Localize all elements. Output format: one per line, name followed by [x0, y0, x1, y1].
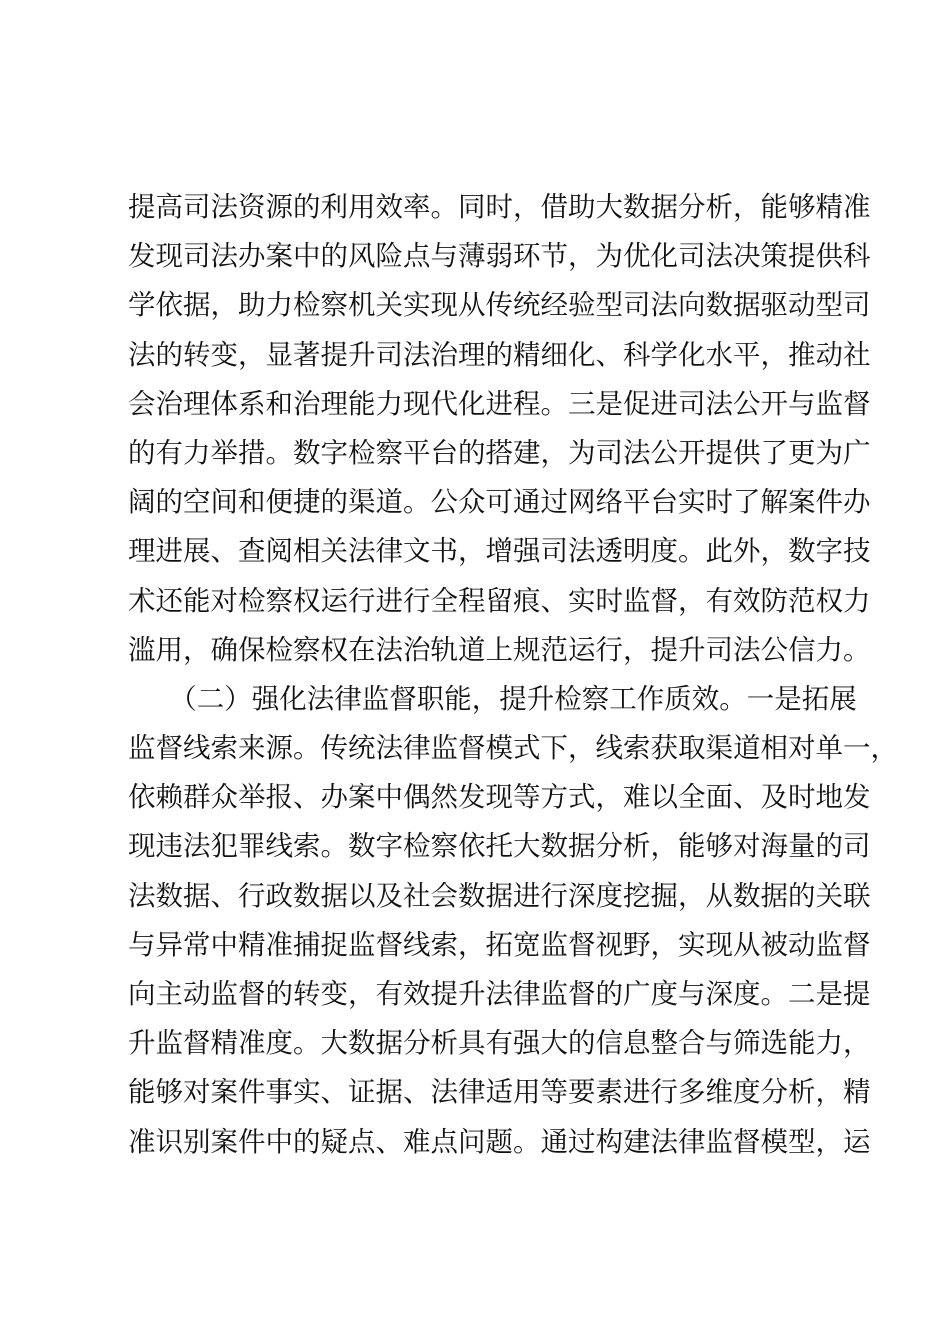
text-line: 向主动监督的转变，有效提升法律监督的广度与深度。二是提 — [128, 978, 871, 1010]
text-line: 理进展、查阅相关法律文书，增强司法透明度。此外，数字技 — [128, 535, 871, 568]
text-line: 与异常中精准捕捉监督线索，拓宽监督视野，实现从被动监督 — [128, 928, 871, 961]
text-line: 依赖群众举报、办案中偶然发现等方式，难以全面、及时地发 — [128, 781, 871, 814]
text-line: 升监督精准度。大数据分析具有强大的信息整合与筛选能力， — [128, 1027, 871, 1060]
text-line: 法的转变，显著提升司法治理的精细化、科学化水平，推动社 — [128, 338, 871, 371]
text-line: 阔的空间和便捷的渠道。公众可通过网络平台实时了解案件办 — [128, 486, 871, 519]
section-heading-line: （二）强化法律监督职能，提升检察工作质效。一是拓展 — [128, 682, 857, 715]
text-line: 提高司法资源的利用效率。同时，借助大数据分析，能够精准 — [128, 191, 871, 223]
text-line: 现违法犯罪线索。数字检察依托大数据分析，能够对海量的司 — [128, 830, 871, 863]
text-line: 会治理体系和治理能力现代化进程。三是促进司法公开与监督 — [128, 387, 871, 420]
text-line: 法数据、行政数据以及社会数据进行深度挖掘，从数据的关联 — [128, 879, 871, 912]
body-text — [128, 183, 898, 1167]
text-line: 准识别案件中的疑点、难点问题。通过构建法律监督模型，运 — [128, 1125, 871, 1158]
text-line: 的有力举措。数字检察平台的搭建，为司法公开提供了更为广 — [128, 436, 871, 469]
text-line: 能够对案件事实、证据、法律适用等要素进行多维度分析，精 — [128, 1076, 871, 1109]
text-line: 学依据，助力检察机关实现从传统经验型司法向数据驱动型司 — [128, 289, 871, 322]
text-line: 滥用，确保检察权在法治轨道上规范运行，提升司法公信力。 — [128, 633, 871, 666]
text-line: 术还能对检察权运行进行全程留痕、实时监督，有效防范权力 — [128, 584, 871, 617]
text-line: 监督线索来源。传统法律监督模式下，线索获取渠道相对单一， — [128, 732, 898, 765]
text-line: 发现司法办案中的风险点与薄弱环节，为优化司法决策提供科 — [128, 240, 871, 273]
